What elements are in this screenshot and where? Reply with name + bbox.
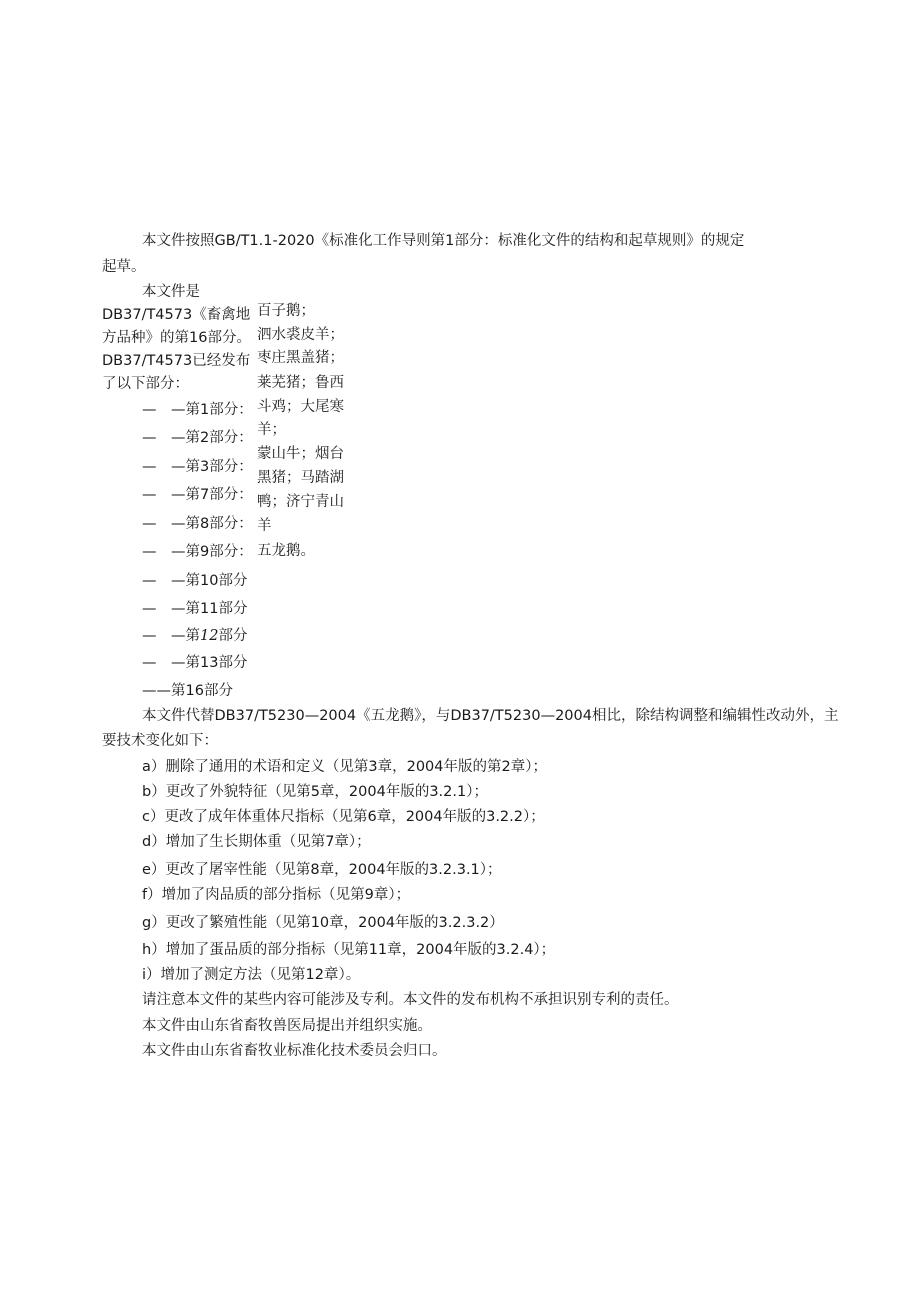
left-col-line-1: 本文件是 — [142, 284, 200, 300]
part-dash: — — [142, 459, 157, 475]
part-label: —第10部分 — [171, 573, 248, 589]
part-dash: — — [142, 655, 157, 671]
change-item: d）增加了生长期体重（见第7章）； — [142, 834, 371, 850]
part-label: —第1部分： — [171, 402, 253, 418]
breed-line: 枣庄黑盖猪； — [257, 350, 344, 366]
part-label: —第12部分 — [171, 628, 248, 644]
breed-line: 五龙鹅。 — [257, 543, 315, 559]
part-dash: — — [142, 430, 157, 446]
left-col-line-3: 方品种》的第16部分。 — [102, 330, 251, 346]
left-col-line-5: 了以下部分： — [102, 376, 189, 392]
part-dash: — — [142, 601, 157, 617]
replace-line-2: 要技术变化如下： — [102, 733, 218, 749]
part-dash: — — [142, 516, 157, 532]
change-item: c）更改了成年体重体尺指标（见第6章，2004年版的3.2.2）； — [142, 809, 545, 825]
left-col-line-4: DB37/T4573已经发布 — [102, 353, 251, 369]
part-label: —第8部分： — [171, 516, 253, 532]
change-item: i）增加了测定方法（见第12章）。 — [142, 967, 361, 983]
part-label: —第3部分： — [171, 459, 253, 475]
breed-line: 羊 — [257, 518, 272, 534]
proposer-statement: 本文件由山东省畜牧兽医局提出并组织实施。 — [142, 1018, 432, 1034]
intro-line-2: 起草。 — [102, 259, 146, 275]
breed-line: 百子鹅； — [257, 303, 315, 319]
part-dash: — — [142, 628, 157, 644]
part-dash: — — [142, 544, 157, 560]
part-16-label: ——第16部分 — [142, 683, 233, 699]
part-label: —第7部分： — [171, 487, 253, 503]
part-label: —第11部分 — [171, 601, 248, 617]
part-label: —第2部分： — [171, 430, 253, 446]
breed-line: 蒙山牛；烟台 — [257, 446, 344, 462]
change-item: h）增加了蛋品质的部分指标（见第11章，2004年版的3.2.4）； — [142, 942, 556, 958]
committee-statement: 本文件由山东省畜牧业标准化技术委员会归口。 — [142, 1043, 447, 1059]
change-item: b）更改了外貌特征（见第5章，2004年版的3.2.1）； — [142, 784, 488, 800]
breed-line: 莱芜猪；鲁西 — [257, 375, 344, 391]
left-col-line-2: DB37/T4573《畜禽地 — [102, 307, 251, 323]
change-item: a）删除了通用的术语和定义（见第3章，2004年版的第2章）； — [142, 759, 547, 775]
breed-line: 斗鸡；大尾寒 — [257, 399, 344, 415]
intro-line-1: 本文件按照GB/T1.1-2020《标准化工作导则第1部分：标准化文件的结构和起草规则》的规定 — [142, 233, 745, 249]
breed-line: 羊； — [257, 422, 286, 438]
replace-line-1: 本文件代替DB37/T5230—2004《五龙鹅》，与DB37/T5230—2004相比，除结构调整和编辑性改动外，主 — [142, 708, 839, 724]
change-item: g）更改了繁殖性能（见第10章，2004年版的3.2.3.2） — [142, 915, 504, 931]
breed-line: 泗水裘皮羊； — [257, 327, 344, 343]
part-dash: — — [142, 573, 157, 589]
change-item: e）更改了屠宰性能（见第8章，2004年版的3.2.3.1）； — [142, 862, 502, 878]
change-item: f）增加了肉品质的部分指标（见第9章）； — [142, 887, 411, 903]
part-label: —第13部分 — [171, 655, 248, 671]
breed-line: 鸭；济宁青山 — [257, 494, 344, 510]
part-label: —第9部分： — [171, 544, 253, 560]
part-dash: — — [142, 487, 157, 503]
breed-line: 黑猪；马踏湖 — [257, 470, 344, 486]
patent-notice: 请注意本文件的某些内容可能涉及专利。本文件的发布机构不承担识别专利的责任。 — [142, 992, 679, 1008]
part-dash: — — [142, 402, 157, 418]
